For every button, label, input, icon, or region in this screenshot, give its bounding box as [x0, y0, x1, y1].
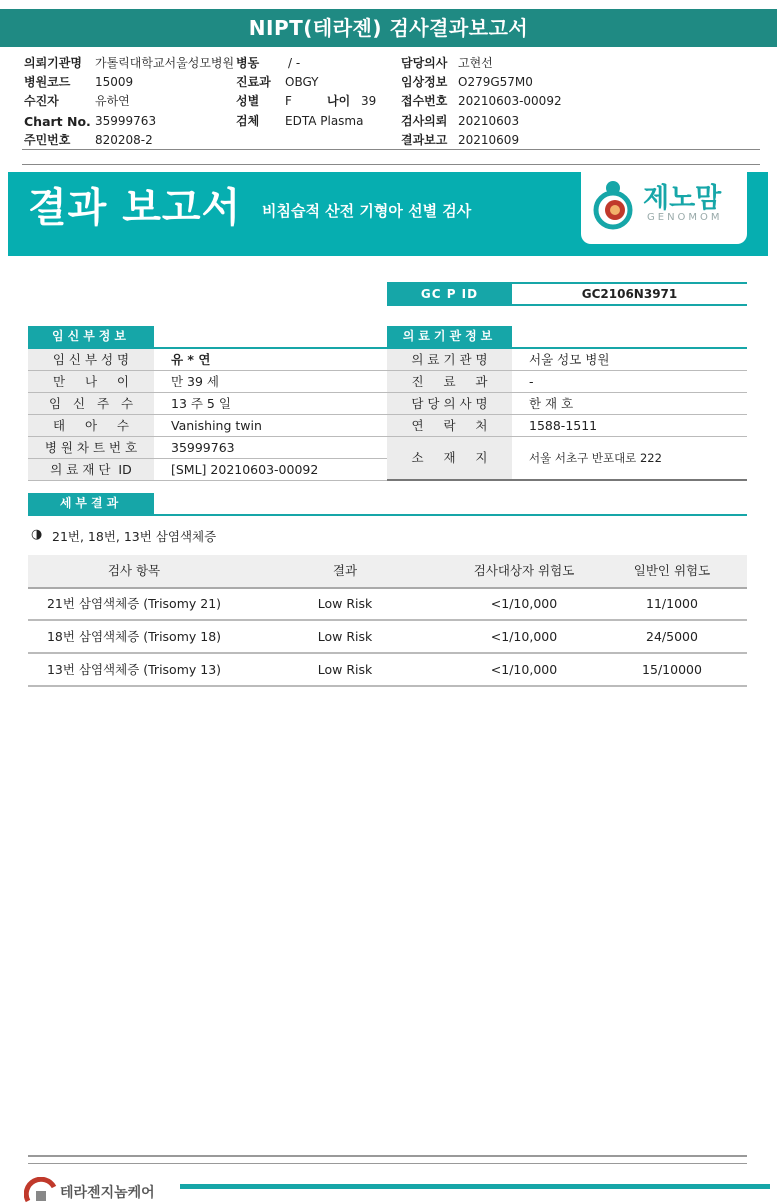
info-value: 35999763: [171, 440, 235, 455]
detail-summary: 21번, 18번, 13번 삼염색체증: [52, 529, 217, 544]
info-value: -: [529, 374, 534, 389]
header-label: 수진자: [24, 94, 59, 108]
table-cell: 24/5000: [646, 629, 698, 644]
info-value: [SML] 20210603-00092: [171, 462, 319, 477]
terragen-logo-icon: [24, 1177, 58, 1203]
footer-bar: [180, 1184, 770, 1189]
table-cell: <1/10,000: [490, 596, 558, 611]
half-circle-icon: ◑: [31, 527, 43, 542]
gcp-value: GC2106N3971: [581, 287, 678, 301]
logo-korean: 제노맘: [643, 183, 722, 214]
info-label: 태 아 수: [28, 415, 154, 436]
info-label: 임 신 부 성 명: [28, 349, 154, 370]
header-label: 병원코드: [24, 75, 71, 89]
header-label: 담당의사: [401, 56, 448, 70]
pregnant-info-heading: 임신부정보: [28, 326, 154, 347]
header-value: 가톨릭대학교서울성모병원: [95, 56, 235, 70]
header-value: F: [285, 94, 292, 108]
info-value: 1588-1511: [529, 418, 598, 433]
table-cell: <1/10,000: [490, 662, 558, 677]
table-cell: 11/1000: [646, 596, 698, 611]
row-divider: [28, 685, 747, 687]
genomom-logo-icon: [591, 174, 635, 230]
info-label: 연 락 처: [387, 415, 512, 436]
header-value: EDTA Plasma: [285, 114, 364, 128]
detail-heading: 세부결과: [28, 493, 154, 514]
table-cell: 13번 삼염색체증 (Trisomy 13): [46, 662, 222, 677]
table-cell: Low Risk: [317, 662, 373, 677]
info-value: Vanishing twin: [171, 418, 262, 433]
table-cell: <1/10,000: [490, 629, 558, 644]
table-cell: Low Risk: [317, 629, 373, 644]
header-value: 820208-2: [95, 133, 153, 147]
info-value: 만 39 세: [171, 374, 220, 389]
header-divider: [22, 149, 760, 150]
table-cell: 21번 삼염색체증 (Trisomy 21): [46, 596, 222, 611]
header-value: / -: [288, 56, 301, 70]
info-bottom-line: [387, 479, 747, 481]
info-label: 담 당 의 사 명: [387, 393, 512, 414]
banner-title: 결과 보고서: [28, 185, 242, 231]
banner-subtitle: 비침습적 산전 기형아 선별 검사: [262, 202, 472, 220]
header-value: O279G57M0: [458, 75, 533, 89]
column-header: 결과: [332, 563, 358, 578]
header-label: 의뢰기관명: [24, 56, 82, 70]
institution-info-heading: 의료기관정보: [387, 326, 512, 347]
info-value: 한 재 호: [529, 396, 574, 411]
header-value: 유하연: [95, 94, 130, 108]
header-value: OBGY: [285, 75, 319, 89]
header-label: 주민번호: [24, 133, 71, 147]
footer-line: [28, 1155, 747, 1157]
column-header: 일반인 위험도: [633, 563, 711, 578]
footer-company: 테라젠지놈케어: [60, 1185, 155, 1201]
info-label: 진 료 과: [387, 371, 512, 392]
header-divider: [22, 164, 760, 165]
header-label: 결과보고: [401, 133, 448, 147]
info-value: 서울 서초구 반포대로 222: [529, 451, 662, 465]
header-label: 병동: [236, 56, 260, 70]
header-label: 성별: [236, 94, 260, 108]
header-label: 임상정보: [401, 75, 448, 89]
column-header: 검사 항목: [107, 563, 161, 578]
gcp-bottom-line: [387, 304, 747, 306]
genomom-logo: [581, 172, 747, 244]
info-label: 임 신 주 수: [28, 393, 154, 414]
header-value: 35999763: [95, 114, 157, 128]
header-value: 39: [361, 94, 377, 108]
header-value: 15009: [95, 75, 134, 89]
logo-english: GENOMOM: [647, 212, 723, 223]
table-cell: Low Risk: [317, 596, 373, 611]
header-label: 접수번호: [401, 94, 448, 108]
header-label: 나이: [327, 94, 351, 108]
header-value: 고현선: [458, 56, 493, 70]
table-cell: 18번 삼염색체증 (Trisomy 18): [46, 629, 222, 644]
footer-line: [28, 1163, 747, 1164]
header-label: Chart No.: [24, 114, 91, 129]
column-header: 검사대상자 위험도: [473, 563, 575, 578]
header-value: 20210603-00092: [458, 94, 562, 108]
row-divider: [28, 480, 387, 481]
header-value: 20210603: [458, 114, 520, 128]
info-value: 서울 성모 병원: [529, 352, 610, 367]
info-label: 만 나 이: [28, 371, 154, 392]
info-label: 의 료 재 단 ID: [28, 459, 154, 480]
info-label: 병 원 차 트 번 호: [28, 437, 154, 458]
info-label: 소 재 지: [387, 437, 512, 479]
info-label: 의 료 기 관 명: [387, 349, 512, 370]
gcp-label: GC P ID: [387, 284, 512, 305]
report-title: NIPT(테라젠) 검사결과보고서: [0, 9, 777, 47]
info-value: 13 주 5 일: [171, 396, 231, 411]
header-value: 20210609: [458, 133, 520, 147]
detail-line: [28, 514, 747, 516]
header-label: 검체: [236, 114, 260, 128]
info-value: 유 * 연: [171, 352, 211, 367]
header-label: 진료과: [236, 75, 271, 89]
header-label: 검사의뢰: [401, 114, 448, 128]
table-cell: 15/10000: [642, 662, 702, 677]
